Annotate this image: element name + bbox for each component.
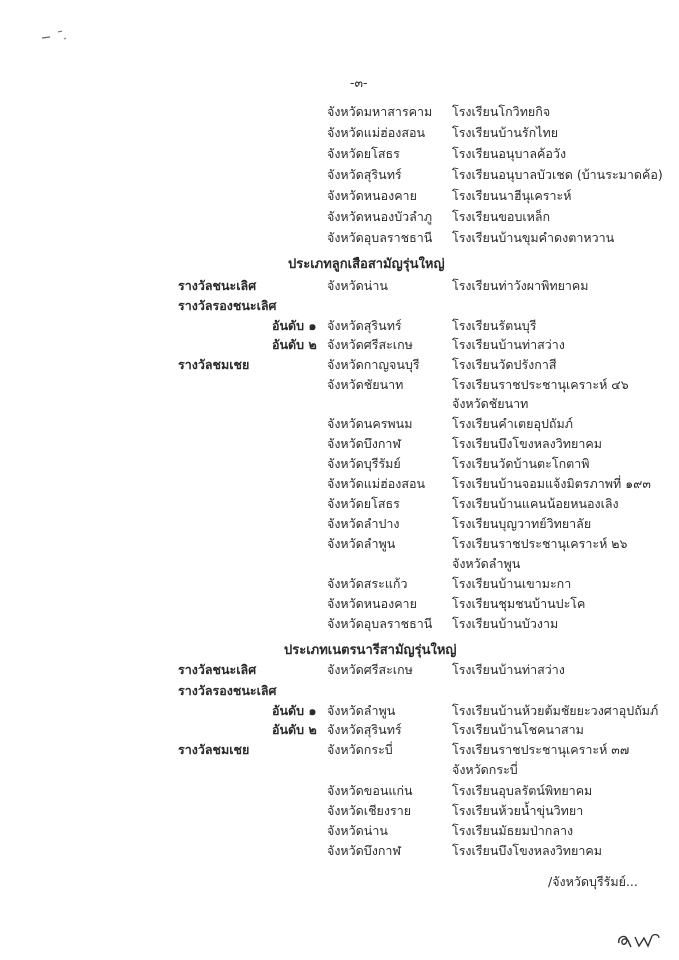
list-item-province: จังหวัดยโสธร [327,146,400,161]
honor-province: จังหวัดสระแก้ว [327,576,408,591]
honor-school-line2: จังหวัดชัยนาท [452,396,529,411]
continued-to-note: /จังหวัดบุรีรัมย์... [548,874,638,889]
honor-school-line2: จังหวัดลำพูน [452,556,521,571]
list-item-school: โรงเรียนขอบเหล็ก [452,209,551,224]
honor-school: โรงเรียนคำเตยอุปถัมภ์ [452,416,573,431]
honor-school: โรงเรียนบ้านเขามะกา [452,576,572,591]
honor-province: จังหวัดยโสธร [327,496,400,511]
list-item-school: โรงเรียนนาฮีนุเคราะห์ [452,188,572,203]
rank-label: อันดับ ๑ [272,318,317,333]
honor-province: จังหวัดลำปาง [327,516,400,531]
honor-school-line2: จังหวัดกระบี่ [452,762,518,777]
honor-province: จังหวัดกาญจนบุรี [327,357,420,372]
honor-school: โรงเรียนบึงโขงหลงวิทยาคม [452,436,602,451]
honor-province: จังหวัดบึงกาฬ [327,843,401,858]
honor-school: โรงเรียนวัดบ้านตะโกตาพิ [452,456,590,471]
runnerup-province: จังหวัดลำพูน [327,703,396,718]
runnerup-label: รางวัลรองชนะเลิศ [178,683,277,698]
section-heading-boy: ประเภทลูกเสือสามัญรุ่นใหญ่ [288,257,445,272]
honor-school: โรงเรียนบุญวาทย์วิทยาลัย [452,516,592,531]
runnerup-school: โรงเรียนบ้านโชคนาสาม [452,722,584,737]
honor-province: จังหวัดอุบลราชธานี [327,616,433,631]
list-item-province: จังหวัดมหาสารคาม [327,104,433,119]
honor-province: จังหวัดหนองคาย [327,596,417,611]
section-heading-girl: ประเภทเนตรนารีสามัญรุ่นใหญ่ [284,643,457,658]
honor-school: โรงเรียนห้วยน้ำขุ่นวิทยา [452,803,584,818]
winner-label: รางวัลชนะเลิศ [178,278,257,293]
honor-school: โรงเรียนราชประชานุเคราะห์ ๓๗ [452,742,630,757]
honor-school: โรงเรียนบึงโขงหลงวิทยาคม [452,843,602,858]
list-item-province: จังหวัดหนองคาย [327,188,417,203]
runnerup-province: จังหวัดสุรินทร์ [327,318,402,333]
honor-school: โรงเรียนมัธยมป่ากลาง [452,823,574,838]
honor-province: จังหวัดแม่ฮ่องสอน [327,476,426,491]
honor-school: โรงเรียนราชประชานุเคราะห์ ๔๖ [452,377,629,392]
honor-label: รางวัลชมเชย [178,742,250,757]
list-item-school: โรงเรียนอนุบาลค้อวัง [452,146,567,161]
runnerup-province: จังหวัดสุรินทร์ [327,722,402,737]
list-item-school: โรงเรียนโกวิทยกิจ [452,104,551,119]
honor-school: โรงเรียนบ้านบัวงาม [452,616,559,631]
honor-school: โรงเรียนชุมชนบ้านปะโค [452,596,586,611]
winner-province: จังหวัดน่าน [327,278,388,293]
page-number: -๓- [350,75,368,90]
honor-province: จังหวัดนครพนม [327,416,413,431]
initials-signature [615,928,663,950]
honor-label: รางวัลชมเชย [178,357,250,372]
honor-school: โรงเรียนราชประชานุเคราะห์ ๒๖ [452,536,628,551]
honor-school: โรงเรียนอุบลรัตน์พิทยาคม [452,783,593,798]
runnerup-province: จังหวัดศรีสะเกษ [327,337,413,352]
list-item-province: จังหวัดสุรินทร์ [327,167,402,182]
list-item-school: โรงเรียนอนุบาลบัวเชด (บ้านระมาดค้อ) [452,167,663,182]
honor-province: จังหวัดบึงกาฬ [327,436,401,451]
honor-province: จังหวัดน่าน [327,823,388,838]
list-item-school: โรงเรียนบ้านรักไทย [452,125,559,140]
honor-province: จังหวัดลำพูน [327,536,396,551]
winner-school: โรงเรียนบ้านท่าสว่าง [452,662,565,677]
list-item-province: จังหวัดแม่ฮ่องสอน [327,125,426,140]
list-item-school: โรงเรียนบ้านขุมคำดงตาหวาน [452,230,615,245]
honor-province: จังหวัดชัยนาท [327,377,404,392]
scan-mark [40,28,86,42]
rank-label: อันดับ ๒ [272,337,317,352]
runnerup-school: โรงเรียนบ้านห้วยต้มชัยยะวงศาอุปถัมภ์ [452,703,659,718]
winner-school: โรงเรียนท่าวังผาพิทยาคม [452,278,589,293]
honor-school: โรงเรียนวัดปรังกาสี [452,357,557,372]
runnerup-label: รางวัลรองชนะเลิศ [178,298,277,313]
honor-school: โรงเรียนบ้านจอมแจ้งมิตรภาพที่ ๑๙๓ [452,476,651,491]
winner-label: รางวัลชนะเลิศ [178,662,257,677]
runnerup-school: โรงเรียนบ้านท่าสว่าง [452,337,565,352]
honor-school: โรงเรียนบ้านแคนน้อยหนองเลิง [452,496,619,511]
honor-province: จังหวัดกระบี่ [327,742,393,757]
honor-province: จังหวัดบุรีรัมย์ [327,456,401,471]
rank-label: อันดับ ๒ [272,722,317,737]
honor-province: จังหวัดเชียงราย [327,803,412,818]
winner-province: จังหวัดศรีสะเกษ [327,662,413,677]
list-item-province: จังหวัดอุบลราชธานี [327,230,433,245]
rank-label: อันดับ ๑ [272,703,317,718]
list-item-province: จังหวัดหนองบัวลำภู [327,209,433,224]
honor-province: จังหวัดขอนแก่น [327,783,413,798]
runnerup-school: โรงเรียนรัตนบุรี [452,318,537,333]
